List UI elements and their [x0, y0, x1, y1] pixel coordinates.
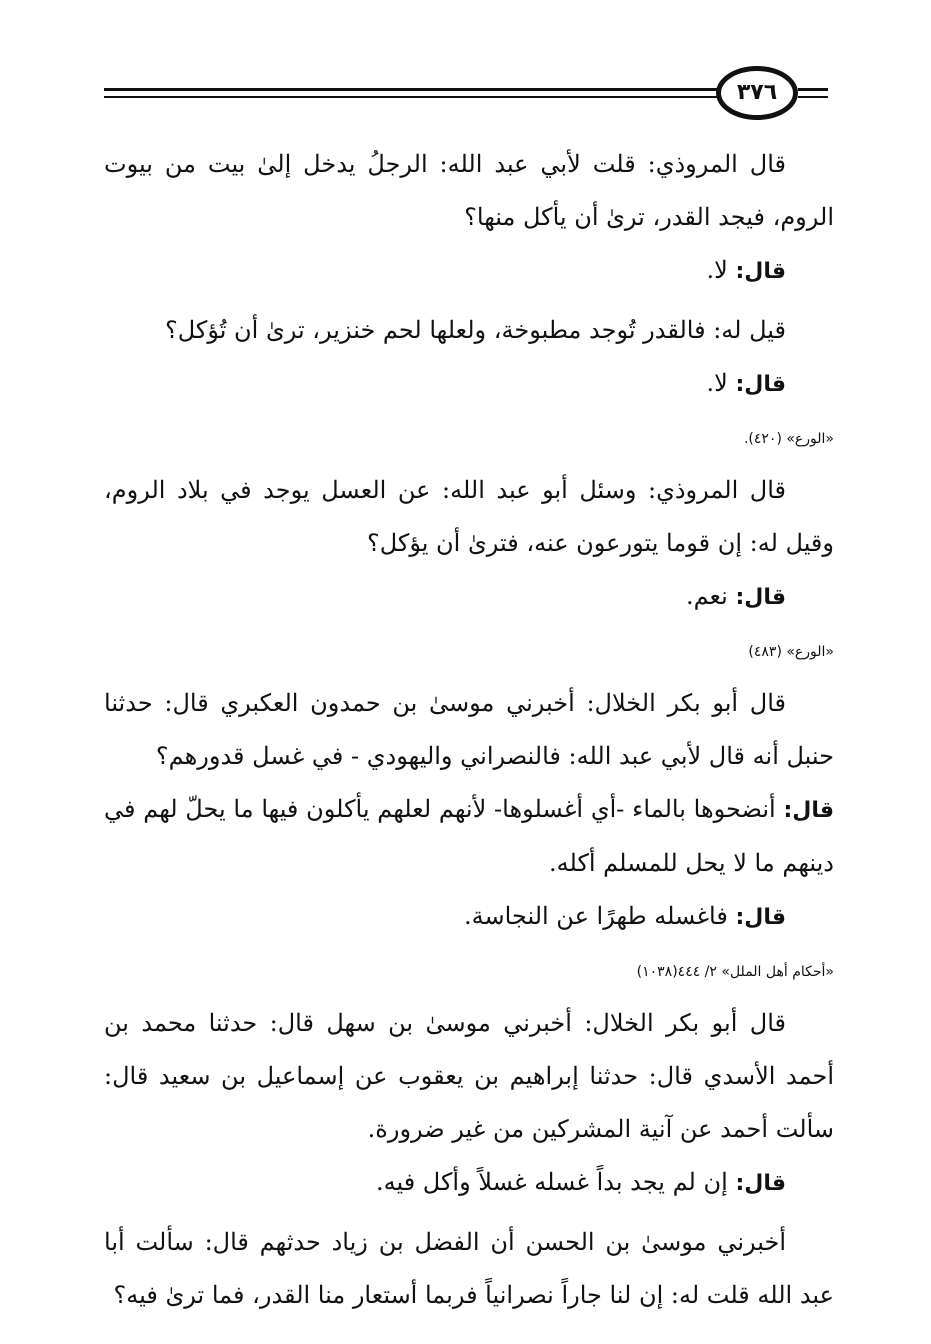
- answer-text: أنضحوها بالماء -أي أغسلوها- لأنهم لعلهم يأكلون فيها ما يحلّ لهم في دينهم ما لا يحل للمسلم أكله.: [104, 795, 834, 877]
- answer-1: [104, 244, 834, 298]
- header-rule-top: [104, 88, 720, 91]
- page-number-badge: [716, 66, 798, 120]
- answer-text: لا.: [706, 369, 728, 397]
- paragraph-4: قال أبو بكر الخلال: أخبرني موسىٰ بن حمدون العكبري قال: حدثنا حنبل أنه قال لأبي عبد الله: فالنصراني واليهودي - في غسل قدورهم؟: [104, 689, 834, 770]
- answer-label: قال:: [735, 372, 786, 397]
- answer-text: إن لم يجد بداً غسله غسلاً وأكل فيه.: [375, 1168, 728, 1196]
- answer-2: [104, 357, 834, 411]
- page-number: ٣٧٦: [736, 80, 778, 105]
- answer-4: [104, 890, 834, 944]
- answer-text: فاغسله طهرًا عن النجاسة.: [464, 902, 728, 930]
- answer-5: [104, 1156, 834, 1210]
- reference-1: «الورع» (٤٢٠).: [743, 431, 834, 447]
- answer-text: نعم.: [685, 582, 728, 610]
- header-rule-right-top: [798, 88, 828, 91]
- answer-text: لا.: [706, 256, 728, 284]
- paragraph-4-answer: [104, 783, 834, 890]
- page-header: [104, 66, 834, 130]
- header-rule-bottom: [104, 96, 720, 98]
- paragraph-6: أخبرني موسىٰ بن الحسن أن الفضل بن زياد حدثهم قال: سألت أبا عبد الله قلت له: إن لنا جاراً نصرانياً فربما أستعار منا القدر، فما ترىٰ فيه؟: [104, 1228, 834, 1309]
- reference-3: «أحكام أهل الملل» ٢/ ٤٤٤(١٠٣٨): [636, 964, 834, 980]
- answer-label: قال:: [735, 585, 786, 610]
- reference-2: «الورع» (٤٨٣): [748, 644, 834, 660]
- answer-label: قال:: [735, 905, 786, 930]
- answer-label: قال:: [735, 259, 786, 284]
- paragraph-1: قال المروذي: قلت لأبي عبد الله: الرجلُ يدخل إلىٰ بيت من بيوت الروم، فيجد القدر، ترىٰ أن يأكل منها؟: [104, 150, 834, 231]
- paragraph-3: قال المروذي: وسئل أبو عبد الله: عن العسل يوجد في بلاد الروم، وقيل له: إن قوما يتورعون عنه، فترىٰ أن يؤكل؟: [104, 476, 834, 557]
- header-rule-right-bottom: [798, 96, 828, 98]
- paragraph-2: قيل له: فالقدر تُوجد مطبوخة، ولعلها لحم خنزير، ترىٰ أن تُؤكل؟: [165, 316, 786, 344]
- answer-3: [104, 570, 834, 624]
- page-content: [104, 138, 834, 1322]
- answer-label: قال:: [735, 1171, 786, 1196]
- paragraph-5: قال أبو بكر الخلال: أخبرني موسىٰ بن سهل قال: حدثنا محمد بن أحمد الأسدي قال: حدثنا إبراهيم بن يعقوب عن إسماعيل بن سعيد قال: سألت أحمد عن آنية المشركين من غير ضرورة.: [104, 1009, 834, 1143]
- answer-label: قال:: [783, 798, 834, 823]
